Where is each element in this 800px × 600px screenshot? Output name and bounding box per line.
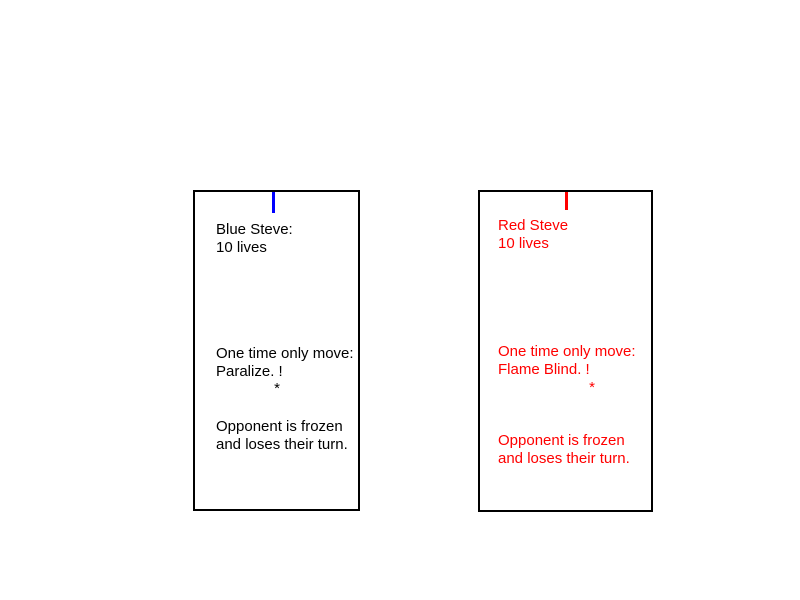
player-lives: 10 lives: [216, 239, 267, 256]
card-blue-steve: [193, 190, 360, 511]
card-top-tick-icon: [272, 192, 275, 213]
move-label: One time only move:: [498, 343, 636, 360]
move-section: [216, 345, 354, 381]
player-header: [216, 221, 293, 257]
footnote-marker: *: [589, 379, 595, 396]
player-name: Red Steve: [498, 217, 569, 234]
effect-line-1: Opponent is frozen: [498, 432, 625, 449]
card-top-tick-icon: [565, 192, 568, 210]
move-name: Flame Blind. !: [498, 361, 590, 378]
effect-section: [498, 432, 630, 468]
footnote-marker: *: [274, 380, 280, 397]
effect-line-1: Opponent is frozen: [216, 418, 343, 435]
move-section: [498, 343, 636, 379]
move-name: Paralize. !: [216, 363, 283, 380]
player-name: Blue Steve:: [216, 221, 293, 238]
move-label: One time only move:: [216, 345, 354, 362]
player-lives: 10 lives: [498, 235, 549, 252]
effect-section: [216, 418, 348, 454]
effect-line-2: and loses their turn.: [498, 450, 630, 467]
player-header: [498, 217, 568, 253]
effect-line-2: and loses their turn.: [216, 436, 348, 453]
card-red-steve: [478, 190, 653, 512]
